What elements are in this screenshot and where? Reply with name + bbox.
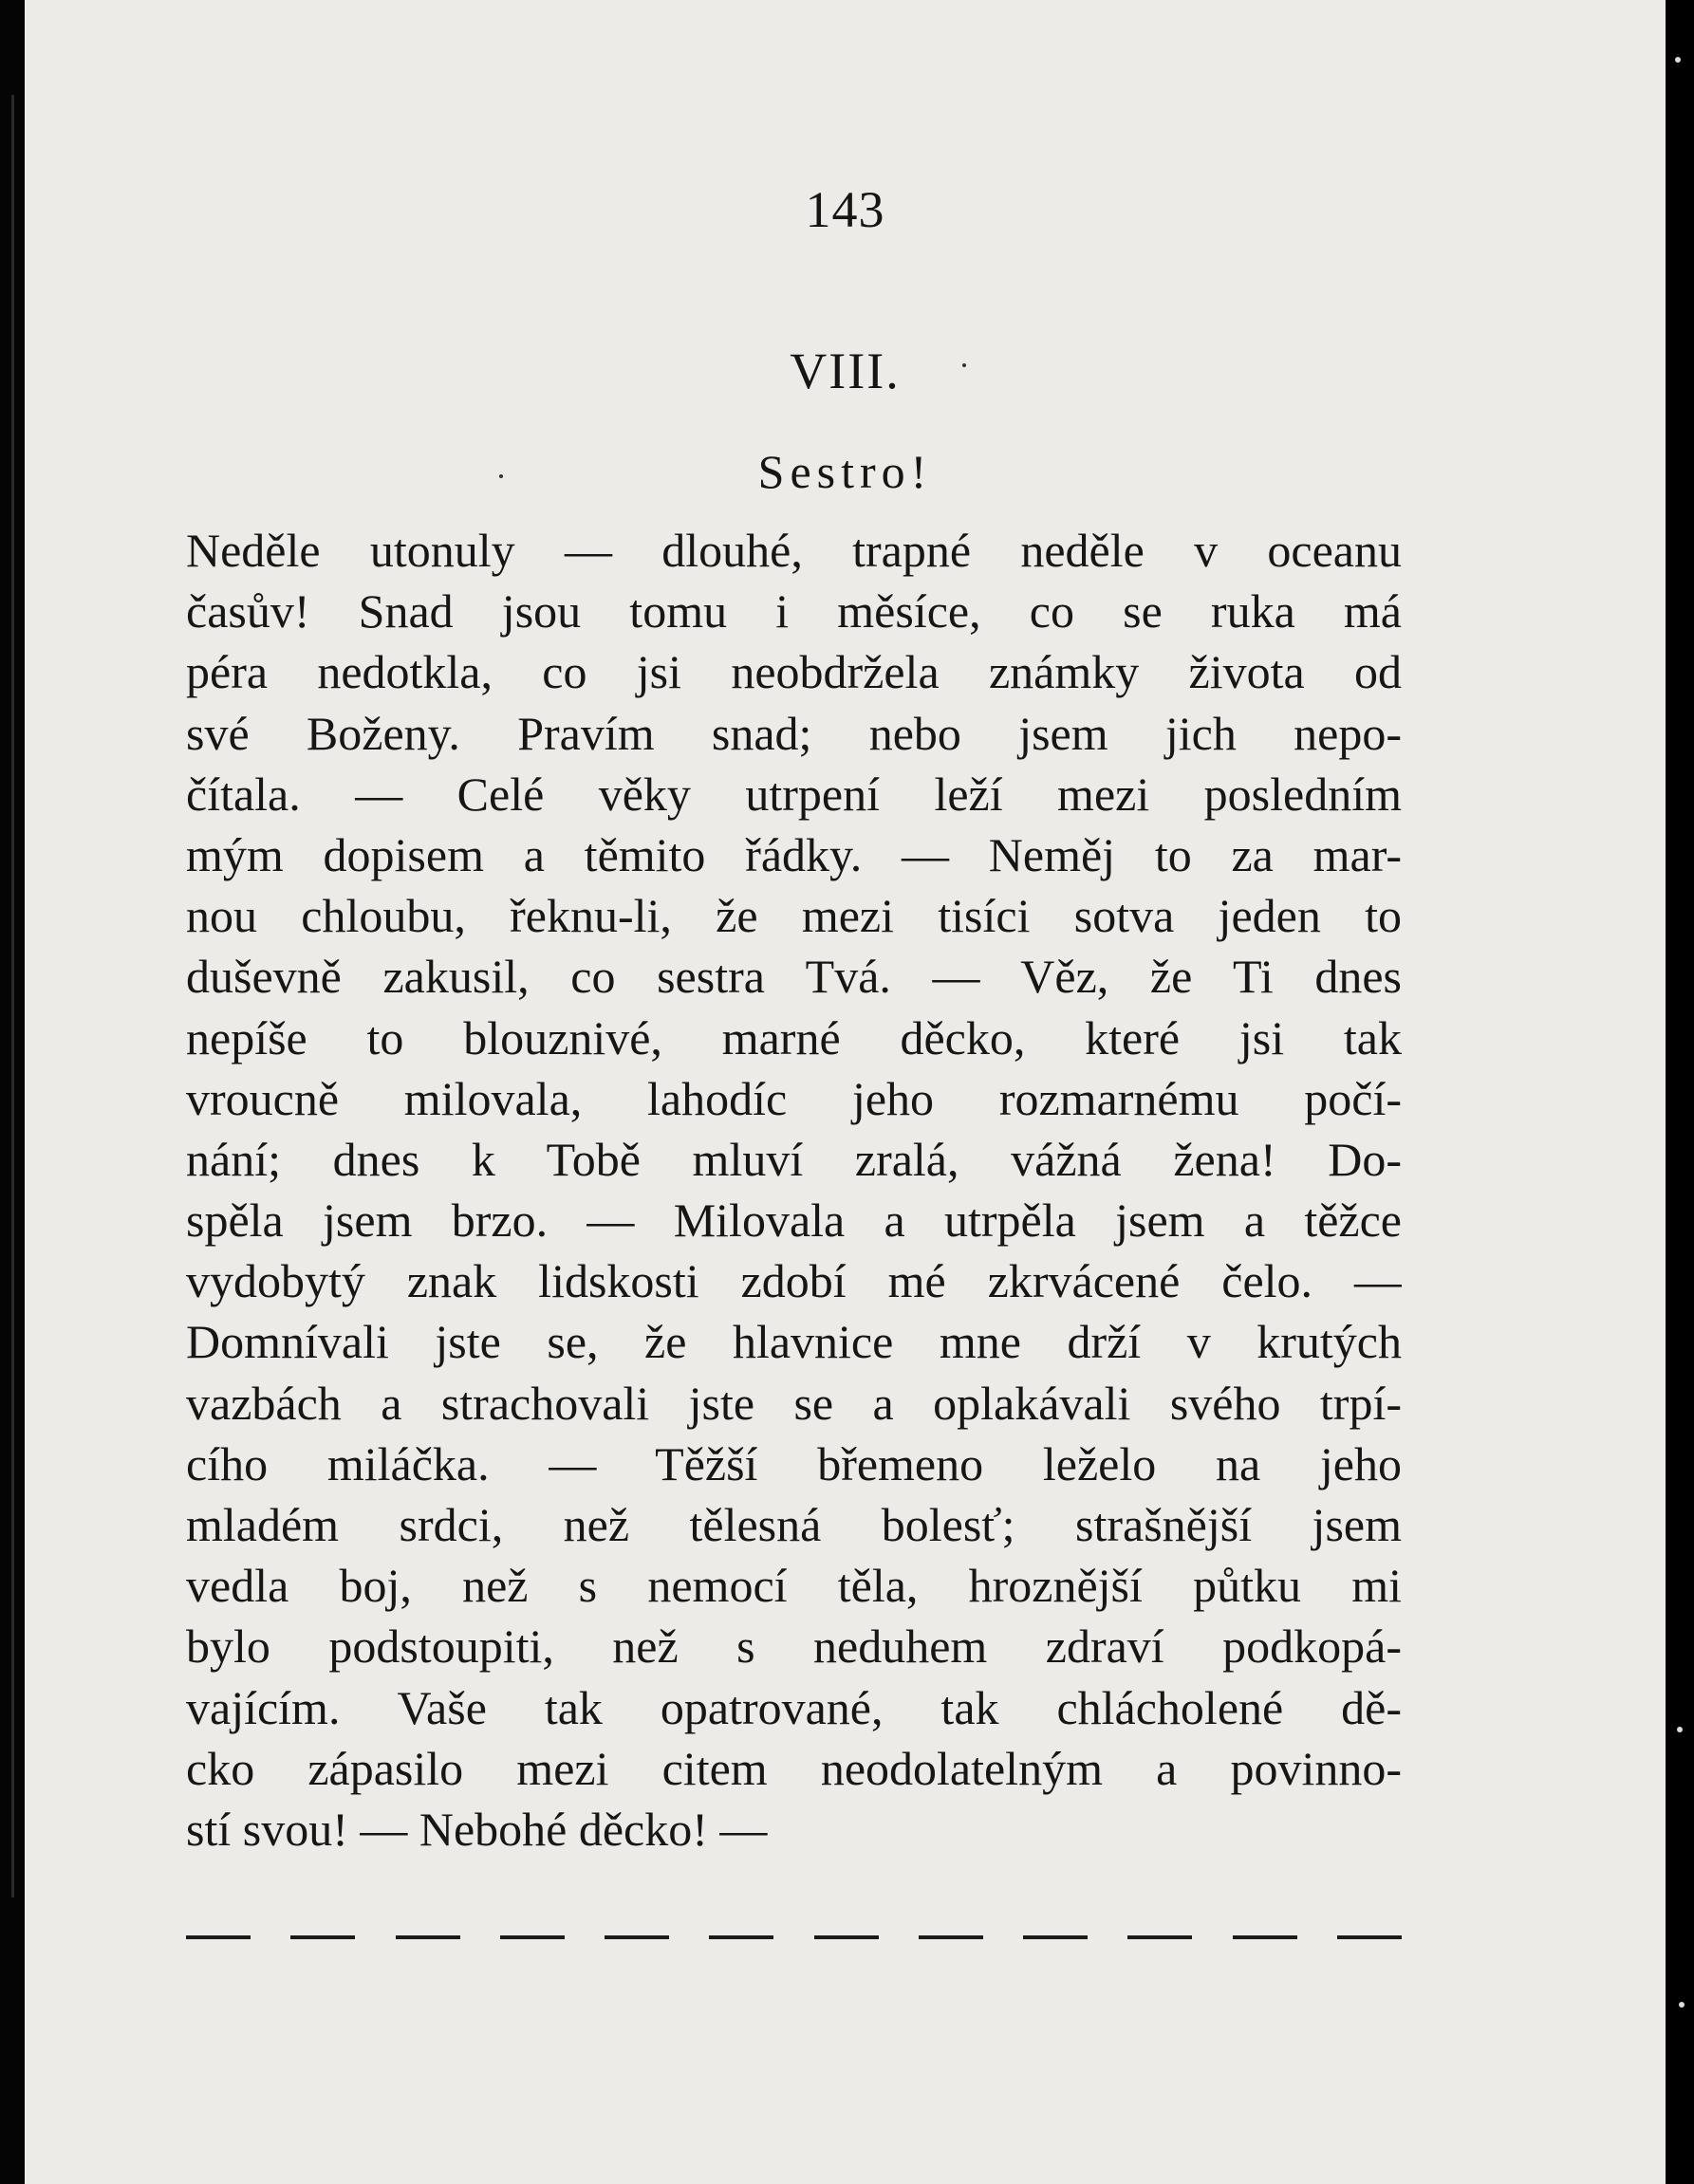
text-line: vajícím. Vaše tak opatrované, tak chlácholené dě- xyxy=(186,1680,1402,1734)
text-line: nou chloubu, řeknu-li, že mezi tisíci sotva jeden to xyxy=(186,889,1402,943)
text-line: nepíše to blouznivé, marné děcko, které jsi tak xyxy=(186,1010,1402,1064)
scan-right-border xyxy=(1666,0,1694,2184)
chapter-heading: VIII. xyxy=(790,342,901,399)
edge-mark xyxy=(1675,57,1681,63)
text-line: vydobytý znak lidskosti zdobí mé zkrvácené čelo. — xyxy=(186,1254,1402,1308)
book-page xyxy=(25,0,1666,2184)
separator-dash xyxy=(919,1935,983,1939)
text-line: péra nedotkla, co jsi neobdržela známky života od xyxy=(186,645,1402,699)
separator-dash xyxy=(1337,1935,1402,1939)
text-line: časův! Snad jsou tomu i měsíce, co se ruka má xyxy=(186,584,1402,639)
text-line: nání; dnes k Tobě mluví zralá, vážná žena! Do- xyxy=(186,1132,1402,1186)
print-speck xyxy=(499,474,503,478)
separator-dash xyxy=(605,1935,669,1939)
print-speck xyxy=(962,363,966,367)
page-number: 143 xyxy=(805,181,885,238)
separator-dash xyxy=(500,1935,565,1939)
letter-salutation: Sestro! xyxy=(757,445,933,498)
edge-mark xyxy=(1677,1727,1683,1732)
text-line: cího miláčka. — Těžší břemeno leželo na jeho xyxy=(186,1436,1402,1490)
text-line: duševně zakusil, co sestra Tvá. — Věz, že Ti dnes xyxy=(186,950,1402,1004)
text-line: stí svou! — Nebohé děcko! — xyxy=(186,1802,768,1856)
separator-dash xyxy=(1127,1935,1192,1939)
dash-separator-row xyxy=(186,1935,1402,1941)
text-line: vroucně milovala, lahodíc jeho rozmarnému počí- xyxy=(186,1071,1402,1125)
text-line: bylo podstoupiti, než s neduhem zdraví podkopá- xyxy=(186,1619,1402,1674)
text-line: mladém srdci, než tělesná bolesť; strašnější jsem xyxy=(186,1498,1402,1551)
text-line: čítala. — Celé věky utrpení leží mezi posledním xyxy=(186,767,1402,821)
text-line: mým dopisem a těmito řádky. — Neměj to za mar- xyxy=(186,827,1402,881)
edge-mark xyxy=(1679,2002,1685,2008)
separator-dash xyxy=(290,1935,355,1939)
separator-dash xyxy=(186,1935,251,1939)
text-line: Domnívali jste se, že hlavnice mne drží v krutých xyxy=(186,1315,1402,1369)
separator-dash xyxy=(709,1935,773,1939)
separator-dash xyxy=(1233,1935,1297,1939)
text-line: cko zápasilo mezi citem neodolatelným a povinno- xyxy=(186,1741,1402,1795)
text-line: své Boženy. Pravím snad; nebo jsem jich nepo- xyxy=(186,706,1402,760)
text-line: Neděle utonuly — dlouhé, trapné neděle v oceanu xyxy=(186,524,1402,577)
letter-body xyxy=(186,520,1402,1860)
separator-dash xyxy=(396,1935,460,1939)
text-line: vedla boj, než s nemocí těla, hroznější půtku mi xyxy=(186,1559,1402,1613)
separator-dash xyxy=(814,1935,879,1939)
text-line: spěla jsem brzo. — Milovala a utrpěla jsem a těžce xyxy=(186,1194,1402,1248)
text-line: vazbách a strachovali jste se a oplakávali svého trpí- xyxy=(186,1376,1402,1430)
scan-left-border xyxy=(0,0,25,2184)
separator-dash xyxy=(1023,1935,1088,1939)
